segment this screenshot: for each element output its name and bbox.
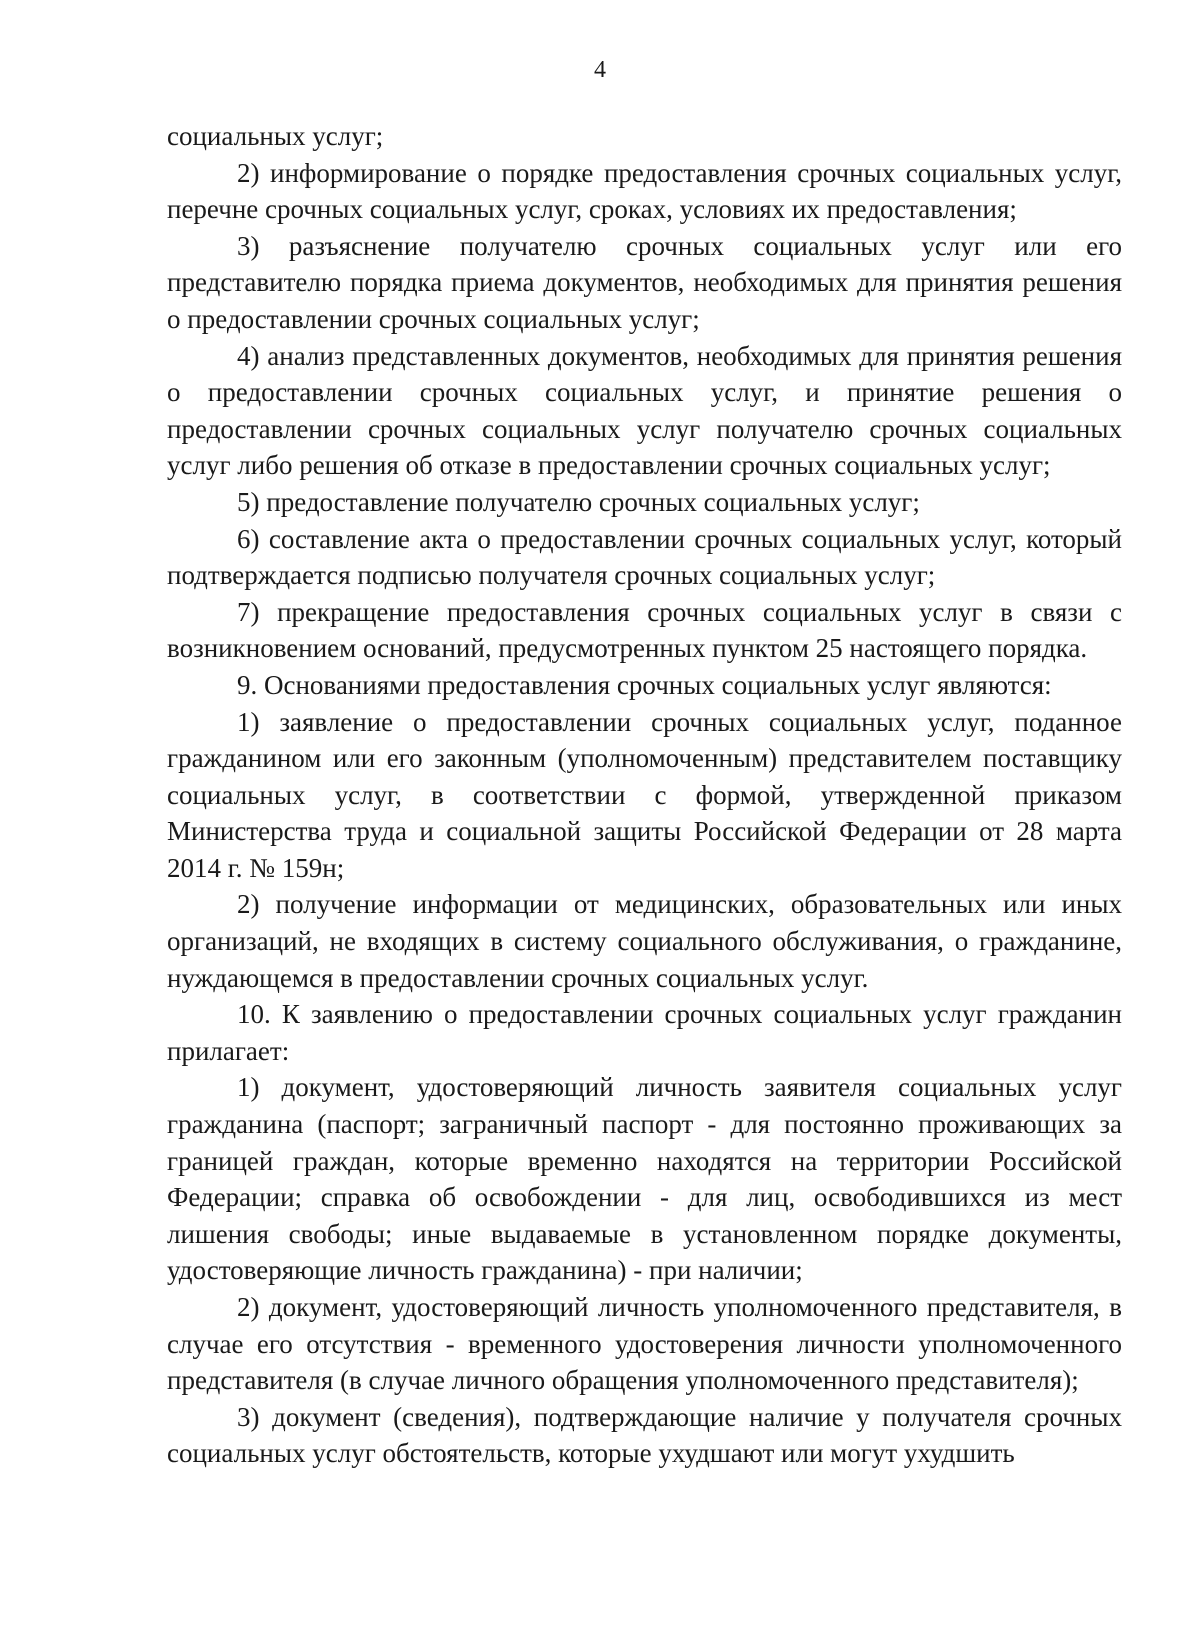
page-number: 4 [594,57,606,83]
paragraph-continuation: социальных услуг; [167,121,384,151]
paragraph-item-3: 3) разъяснение получателю срочных социальных услуг или его представителю порядка приема документов, необходимых для принятия решения о предоставлении срочных социальных услуг; [167,230,1122,334]
paragraph-item-7: 7) прекращение предоставления срочных социальных услуг в связи с возникновением оснований, предусмотренных пунктом 25 настоящего порядка. [167,596,1122,664]
paragraph-item-2: 2) информирование о порядке предоставления срочных социальных услуг, перечне срочных социальных услуг, сроках, условиях их предоставления; [167,157,1122,225]
document-body [167,118,1122,1472]
paragraph-section-10-item-1: 1) документ, удостоверяющий личность заявителя социальных услуг гражданина (паспорт; заграничный паспорт - для постоянно проживающих за границей граждан, которые временно находятся на территории Российской Федерации; справка об освобождении - для лиц, освободившихся из мест лишения свободы; иные выдаваемые в установленном порядке документы, удостоверяющие личность гражданина) - при наличии; [167,1072,1122,1286]
paragraph-section-9-item-1: 1) заявление о предоставлении срочных социальных услуг, поданное гражданином или его законным (уполномоченным) представителем поставщику социальных услуг, в соответствии с формой, утвержденной приказом Министерства труда и социальной защиты Российской Федерации от 28 марта 2014 г. № 159н; [167,706,1122,883]
paragraph-section-10-item-2: 2) документ, удостоверяющий личность уполномоченного представителя, в случае его отсутствия - временного удостоверения личности уполномоченного представителя (в случае личного обращения уполномоченного представителя); [167,1292,1122,1396]
paragraph-item-5: 5) предоставление получателю срочных социальных услуг; [237,486,920,517]
paragraph-section-9: 9. Основаниями предоставления срочных социальных услуг являются: [237,669,1052,700]
paragraph-item-4: 4) анализ представленных документов, необходимых для принятия решения о предоставлении срочных социальных услуг, и принятие решения о предоставлении срочных социальных услуг получателю срочных социальных услуг либо решения об отказе в предоставлении срочных социальных услуг; [167,340,1122,481]
paragraph-section-9-item-2: 2) получение информации от медицинских, образовательных или иных организаций, не входящих в систему социального обслуживания, о гражданине, нуждающемся в предоставлении срочных социальных услуг. [167,889,1122,993]
paragraph-item-6: 6) составление акта о предоставлении срочных социальных услуг, который подтверждается подписью получателя срочных социальных услуг; [167,523,1122,591]
paragraph-section-10: 10. К заявлению о предоставлении срочных социальных услуг гражданин прилагает: [167,999,1122,1066]
paragraph-section-10-item-3: 3) документ (сведения), подтверждающие наличие у получателя срочных социальных услуг обстоятельств, которые ухудшают или могут ухудшить [167,1401,1122,1469]
